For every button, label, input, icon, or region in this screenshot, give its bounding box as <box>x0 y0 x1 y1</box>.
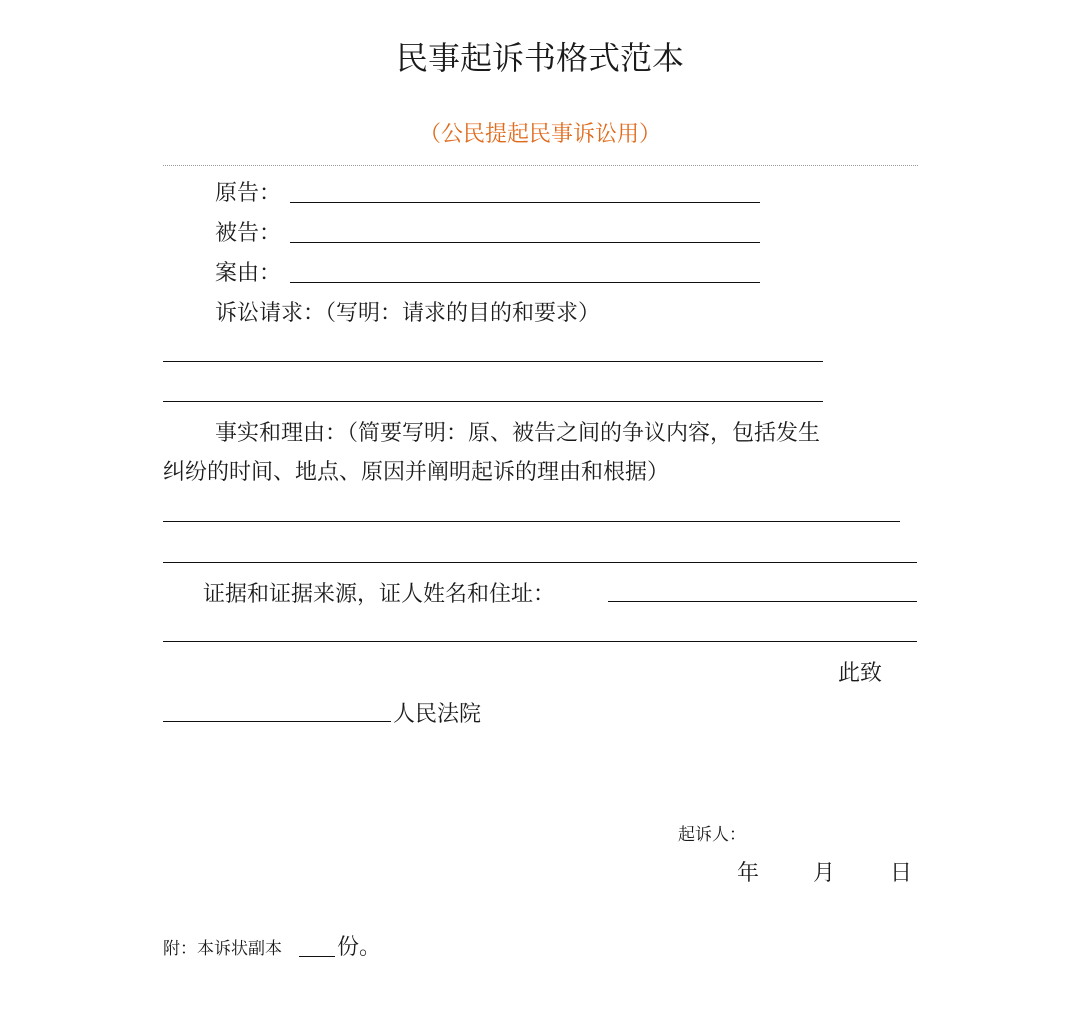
claims-fill-line-2[interactable] <box>163 401 823 402</box>
claims-fill-line-1[interactable] <box>163 361 823 362</box>
facts-fill-line-1[interactable] <box>163 521 900 522</box>
defendant-label: 被告： <box>215 221 282 246</box>
attachment-prefix: 附：本诉状副本 <box>163 939 282 959</box>
claims-label: 诉讼请求：（写明：请求的目的和要求） <box>215 301 601 326</box>
plaintiff-label: 原告： <box>215 181 282 206</box>
salutation-to: 此致 <box>838 661 883 686</box>
facts-label-line2: 纠纷的时间、地点、原因并阐明起诉的理由和根据） <box>163 460 670 485</box>
evidence-fill-line-1[interactable] <box>608 601 917 602</box>
cause-label: 案由： <box>215 261 282 286</box>
date-month-label: 月 <box>813 861 836 886</box>
court-name-fill-line[interactable] <box>163 721 391 722</box>
facts-label-line1: 事实和理由：（简要写明：原、被告之间的争议内容，包括发生 <box>215 421 821 446</box>
attachment-suffix: 份。 <box>337 935 382 960</box>
evidence-fill-line-2[interactable] <box>163 641 917 642</box>
copies-fill-line[interactable] <box>299 956 335 957</box>
document-title: 民事起诉书格式范本 <box>395 39 684 77</box>
dotted-divider <box>163 165 918 166</box>
defendant-fill-line[interactable] <box>290 242 760 243</box>
plaintiff-signature-label: 起诉人： <box>678 825 746 845</box>
facts-fill-line-2[interactable] <box>163 562 917 563</box>
evidence-label: 证据和证据来源，证人姓名和住址： <box>203 582 556 607</box>
plaintiff-fill-line[interactable] <box>290 202 760 203</box>
court-label: 人民法院 <box>393 702 482 727</box>
cause-fill-line[interactable] <box>290 282 760 283</box>
document-subtitle: （公民提起民事诉讼用） <box>418 122 661 147</box>
date-day-label: 日 <box>890 861 913 886</box>
date-year-label: 年 <box>737 861 760 886</box>
